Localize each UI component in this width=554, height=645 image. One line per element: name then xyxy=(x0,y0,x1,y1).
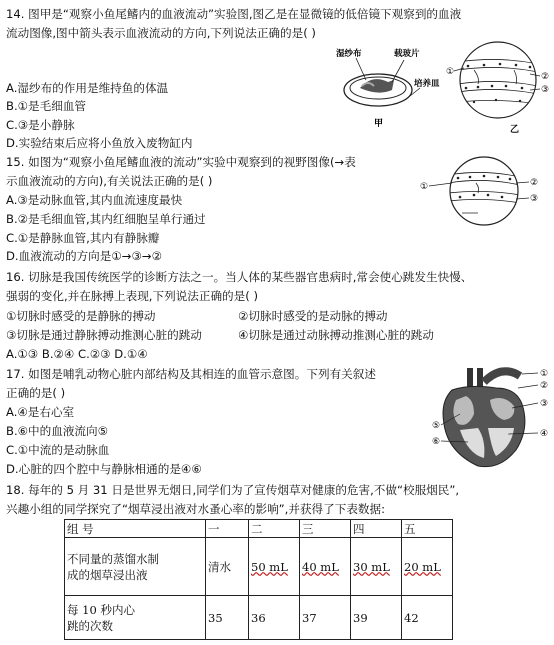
q17-heart-figure xyxy=(430,362,552,474)
label-2: ② xyxy=(540,381,549,391)
q17-option-d: D.心脏的四个腔中与静脉相通的是④⑥ xyxy=(6,462,202,476)
q15-stem-line1: 15. 如图为“观察小鱼尾鳍血液的流动”实验中观察到的视野图像(→表 xyxy=(6,155,356,169)
cell: 37 xyxy=(300,596,351,640)
cell: 42 xyxy=(402,596,453,640)
label-1: ① xyxy=(420,182,429,192)
row1-label xyxy=(65,538,206,596)
cell: 39 xyxy=(351,596,402,640)
fish-shape xyxy=(360,79,394,92)
label-jia: 甲 xyxy=(374,119,384,129)
label-dish: 培养皿 xyxy=(414,79,440,89)
q18-data-table xyxy=(64,519,453,640)
row2-label-line1: 每 10 秒内心 xyxy=(67,602,135,617)
q17-option-c: C.①中流的是动脉血 xyxy=(6,443,110,457)
q15-option-d: D.血液流动的方向是①→③→② xyxy=(6,249,162,263)
q17-option-a: A.④是右心室 xyxy=(6,405,75,419)
header-2: 二 xyxy=(249,520,300,538)
cell: 36 xyxy=(249,596,300,640)
header-4: 四 xyxy=(351,520,402,538)
q15-stem-line2: 示血液流动的方向),有关说法正确的是( ) xyxy=(6,174,213,188)
label-1: ① xyxy=(540,369,549,379)
q15-option-b: B.②是毛细血管,其内红细胞呈单行通过 xyxy=(6,212,206,226)
label-2: ② xyxy=(541,72,550,82)
header-group: 组 号 xyxy=(65,520,206,538)
q16-choices: A.①③ B.②④ C.②③ D.①④ xyxy=(6,347,148,361)
q16-statement-3: ③切脉是通过静脉搏动推测心脏的跳动 xyxy=(6,328,202,342)
q14-figure-yi xyxy=(444,38,552,136)
label-1: ① xyxy=(446,67,455,77)
label-3: ③ xyxy=(540,399,549,409)
label-yi: 乙 xyxy=(510,125,520,135)
q15-option-a: A.③是动脉血管,其内血流速度最快 xyxy=(6,193,183,207)
q14-stem-line2: 流动图像,图中箭头表示血液流动的方向,下列说法正确的是( ) xyxy=(6,26,316,40)
q16-statement-1: ①切脉时感受的是静脉的搏动 xyxy=(6,309,156,323)
table-header-row xyxy=(65,520,453,538)
cell: 35 xyxy=(206,596,249,640)
label-3: ③ xyxy=(530,194,539,204)
q14-figure-jia xyxy=(334,44,444,130)
cell: 20 mL xyxy=(402,538,453,596)
q15-option-c: C.①是静脉血管,其内有静脉瓣 xyxy=(6,231,160,245)
q17-stem-line1: 17. 如图是哺乳动物心脏内部结构及其相连的血管示意图。下列有关叙述 xyxy=(6,367,376,381)
q14-option-b: B.①是毛细血管 xyxy=(6,99,87,113)
q14-option-c: C.③是小静脉 xyxy=(6,118,75,132)
q16-stem-line2: 强弱的变化,并在脉搏上表现,下列说法正确的是( ) xyxy=(6,289,258,303)
q18-stem-line1: 18. 每年的 5 月 31 日是世界无烟日,同学们为了宣传烟草对健康的危害,不做“校服烟民”, xyxy=(6,483,460,497)
cell: 50 mL xyxy=(249,538,300,596)
header-5: 五 xyxy=(402,520,453,538)
q16-stem-line1: 16. 切脉是我国传统医学的诊断方法之一。当人体的某些器官患病时,常会使心跳发生快慢、 xyxy=(6,270,473,284)
label-4: ④ xyxy=(540,429,549,439)
q14-option-d: D.实验结束后应将小鱼放入废物缸内 xyxy=(6,136,193,150)
row1-label-line1: 不同量的蒸馏水制 xyxy=(67,551,159,566)
label-slide: 载玻片 xyxy=(394,49,420,59)
label-2: ② xyxy=(530,178,539,188)
header-1: 一 xyxy=(206,520,249,538)
q17-option-b: B.⑥中的血液流向⑤ xyxy=(6,424,108,438)
q18-stem-line2: 兴趣小组的同学探究了“烟草浸出液对水蚤心率的影响”,并获得了下表数据: xyxy=(6,502,386,516)
label-3: ③ xyxy=(541,85,550,95)
row2-label xyxy=(65,596,206,640)
q16-statement-2: ②切脉时感受的是动脉的搏动 xyxy=(238,309,388,323)
label-gauze: 湿纱布 xyxy=(336,49,362,59)
cell: 清水 xyxy=(206,538,249,596)
row2-label-line2: 跳的次数 xyxy=(67,618,113,633)
q14-stem-line1: 14. 图甲是“观察小鱼尾鳍内的血液流动”实验图,图乙是在显微镜的低倍镜下观察到的血液 xyxy=(6,7,462,21)
table-row xyxy=(65,538,453,596)
q14-option-a: A.湿纱布的作用是维持鱼的体温 xyxy=(6,81,169,95)
aortic-arch xyxy=(484,371,520,382)
q15-figure xyxy=(418,155,546,227)
label-6: ⑥ xyxy=(432,437,441,447)
label-5: ⑤ xyxy=(432,421,441,431)
header-3: 三 xyxy=(300,520,351,538)
cell: 40 mL xyxy=(300,538,351,596)
q16-statement-4: ④切脉是通过动脉搏动推测心脏的跳动 xyxy=(238,328,434,342)
field-of-view xyxy=(460,42,536,118)
table-row xyxy=(65,596,453,640)
cell: 30 mL xyxy=(351,538,402,596)
row1-label-line2: 成的烟草浸出液 xyxy=(67,567,148,582)
field-of-view xyxy=(450,157,518,225)
q17-stem-line2: 正确的是( ) xyxy=(6,386,66,400)
